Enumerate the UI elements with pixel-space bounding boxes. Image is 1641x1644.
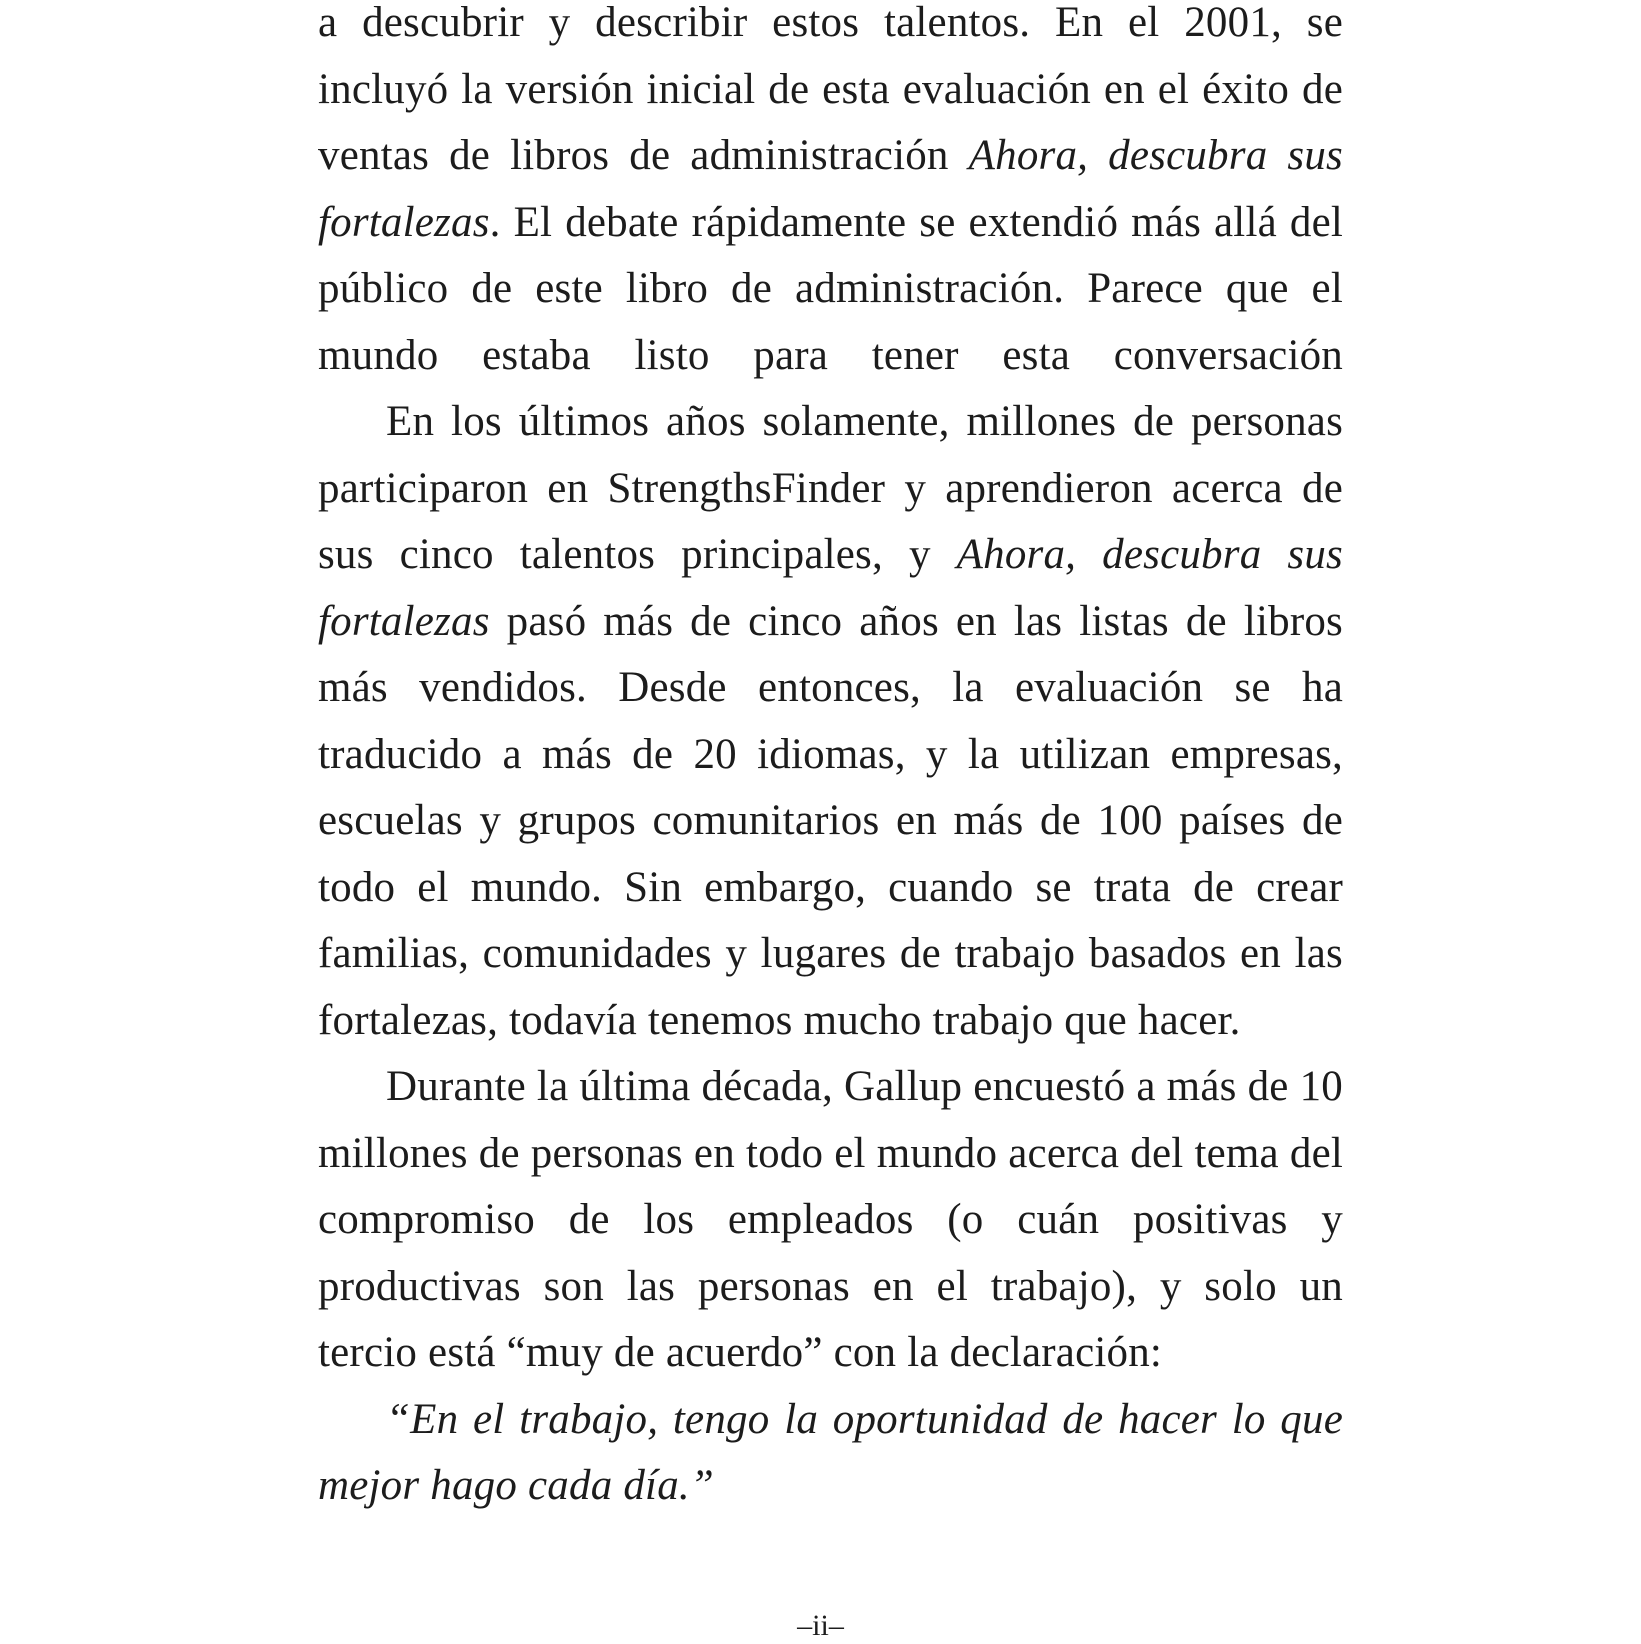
paragraph-1-text-a: a descubrir y describir estos talentos. En el 2001, se incluyó la versión inicial de esta evaluación en el éxito de ventas de libros de administración [318,0,1343,179]
paragraph-2-text-a: En los últimos años solamente, millones de personas participaron en StrengthsFinder y aprendieron acerca de sus cinco talentos principales, y [318,398,1343,578]
paragraph-1 [318,0,1343,389]
paragraph-2-book-title: Ahora, descubra sus fortalezas [318,531,1343,645]
paragraph-1-book-title: Ahora, descubra sus fortalezas [318,132,1343,246]
paragraph-2-text-b: pasó más de cinco años en las listas de libros más vendidos. Desde entonces, la evaluación se ha traducido a más de 20 idiomas, y la utilizan empresas, escuelas y grupos comunitarios en más de 100 países de todo el mundo. Sin embargo, cuando se trata de crear familias, comunidades y lugares de trabajo basados en las fortalezas, todavía tenemos mucho trabajo que hacer. [318,597,1343,1044]
quote-paragraph: “En el trabajo, tengo la oportunidad de hacer lo que mejor hago cada día.” [318,1395,1343,1509]
paragraph-3 [318,1054,1343,1387]
page-number: –ii– [797,1609,844,1642]
body-text [318,0,1343,1520]
paragraph-2 [318,389,1343,1054]
paragraph-3-text-a: Durante la última década, Gallup encuestó a más de 10 millones de personas en todo el mundo acerca del tema del compromiso de los empleados (o cuán positivas y productivas son las personas en el trabajo), y solo un tercio está “muy de acuerdo” con la declaración: [318,1063,1343,1376]
paragraph-1-text-b: . El debate rápidamente se extendió más allá del público de este libro de administración. Parece que el mundo estaba listo para tener esta conversación [318,198,1343,379]
